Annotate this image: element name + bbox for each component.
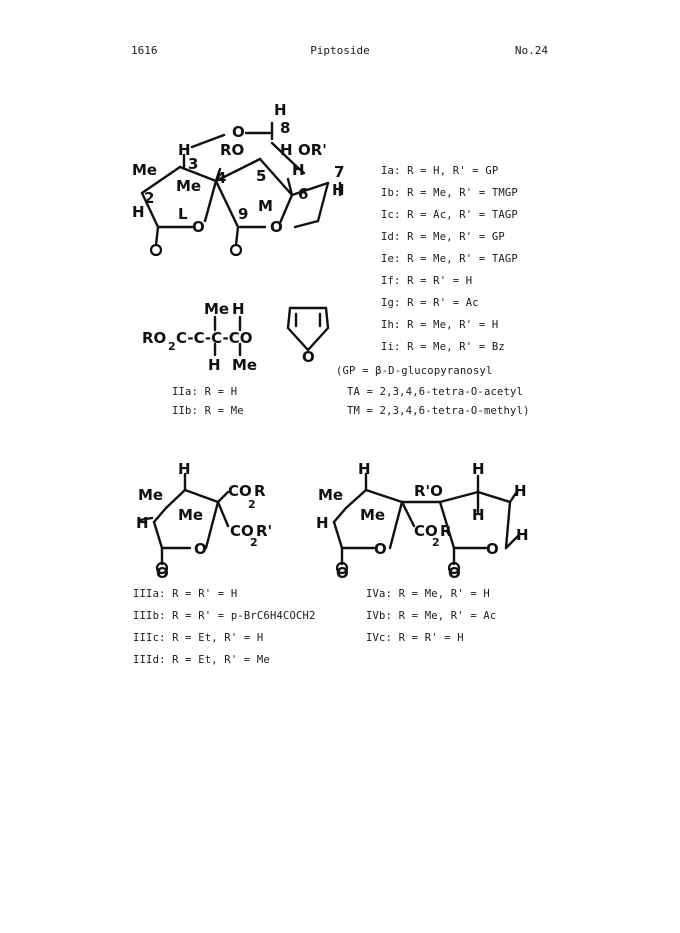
atom-r-prime: R': [256, 522, 273, 540]
atom-r-prime-o: R'O: [414, 482, 443, 500]
atom-h2: H: [136, 514, 149, 532]
atom-o2: O: [156, 564, 169, 582]
atom-h3: H: [292, 161, 305, 179]
structure-II-diagram: [140, 300, 340, 375]
variant-Ia: Ia: R = H, R' = GP: [381, 165, 499, 177]
atom-o: O: [302, 348, 315, 366]
abbrev-gp: (GP = β-D-glucopyranosyl: [336, 365, 493, 377]
atom-h3: H: [514, 482, 527, 500]
atom-o3: O: [270, 218, 283, 236]
variant-IVb: IVb: R = Me, R' = Ac: [366, 610, 497, 622]
atom-m: M: [258, 197, 273, 215]
atom-or-prime: OR': [298, 141, 327, 159]
abbrev-ta: TA = 2,3,4,6-tetra-O-acetyl: [347, 386, 524, 398]
atom-me2: Me: [176, 177, 202, 195]
atom-h4: H: [472, 506, 485, 524]
variant-IIIc: IIIc: R = Et, R' = H: [133, 632, 264, 644]
atom-h6: H: [516, 526, 529, 544]
atom-o2: O: [192, 218, 205, 236]
atom-h5: H: [316, 514, 329, 532]
atom-co: CO: [414, 522, 438, 540]
chain: C-C-C-CO: [176, 329, 253, 347]
page-title: Piptoside: [310, 44, 370, 57]
variant-Ib: Ib: R = Me, R' = TMGP: [381, 187, 518, 199]
variant-IIIa: IIIa: R = R' = H: [133, 588, 238, 600]
atom-o3: O: [336, 564, 349, 582]
atom-h: H: [232, 300, 245, 318]
atom-h5: H: [332, 181, 345, 199]
atom-o: O: [194, 540, 207, 558]
atom-2: 2: [144, 189, 155, 207]
structure-I-diagram: [120, 95, 380, 265]
atom-o: O: [374, 540, 387, 558]
variant-Ie: Ie: R = Me, R' = TAGP: [381, 253, 518, 265]
variant-If: If: R = R' = H: [381, 275, 473, 287]
atom-h2: H: [472, 460, 485, 478]
variant-Ig: Ig: R = R' = Ac: [381, 297, 479, 309]
atom-3: 3: [188, 155, 199, 173]
atom-h4: H: [132, 203, 145, 221]
atom-9: 9: [238, 205, 249, 223]
atom-8: 8: [280, 119, 291, 137]
atom-6: 6: [298, 185, 309, 203]
atom-5: 5: [256, 167, 267, 185]
variant-IIIb: IIIb: R = R' = p-BrC6H4COCH2: [133, 610, 316, 622]
variant-IVc: IVc: R = R' = H: [366, 632, 464, 644]
atom-me: Me: [132, 161, 158, 179]
variant-Id: Id: R = Me, R' = GP: [381, 231, 505, 243]
atom-me2: Me: [232, 356, 258, 374]
atom-l: L: [178, 205, 188, 223]
structure-III-diagram: [130, 460, 280, 582]
atom-co: CO: [228, 482, 252, 500]
atom-7: 7: [334, 163, 345, 181]
variant-Ic: Ic: R = Ac, R' = TAGP: [381, 209, 518, 221]
atom-me: Me: [138, 486, 164, 504]
variant-IIId: IIId: R = Et, R' = Me: [133, 654, 270, 666]
atom-me2: Me: [178, 506, 204, 524]
variant-Ii: Ii: R = Me, R' = Bz: [381, 341, 505, 353]
atom-h: H: [178, 460, 191, 478]
atom-co2: CO: [230, 522, 254, 540]
atom-2: 2: [168, 340, 176, 353]
atom-2: 2: [432, 536, 440, 549]
variant-IIa: IIa: R = H: [172, 386, 238, 398]
variant-Ih: Ih: R = Me, R' = H: [381, 319, 499, 331]
atom-me2: Me: [360, 506, 386, 524]
atom-h: H: [358, 460, 371, 478]
abbrev-tm: TM = 2,3,4,6-tetra-O-methyl): [347, 405, 530, 417]
atom-ro: RO: [142, 329, 167, 347]
atom-r: R: [254, 482, 266, 500]
atom-o2: O: [486, 540, 499, 558]
variant-IIb: IIb: R = Me: [172, 405, 244, 417]
atom-h-or: H: [280, 141, 293, 159]
page-number: 1616: [131, 44, 158, 57]
atom-o4: O: [448, 564, 461, 582]
issue-number: No.24: [514, 44, 548, 57]
atom-2b: 2: [250, 536, 258, 549]
atom-r: R: [440, 522, 452, 540]
atom-h: H: [274, 101, 287, 119]
atom-h2: H: [178, 141, 191, 159]
atom-ro: RO: [220, 141, 245, 159]
atom-4: 4: [216, 169, 227, 187]
atom-me: Me: [318, 486, 344, 504]
variant-IVa: IVa: R = Me, R' = H: [366, 588, 490, 600]
atom-me: Me: [204, 300, 230, 318]
atom-h2: H: [208, 356, 221, 374]
atom-o: O: [232, 123, 245, 141]
atom-2: 2: [248, 498, 256, 511]
structure-IV-diagram: [310, 460, 540, 582]
